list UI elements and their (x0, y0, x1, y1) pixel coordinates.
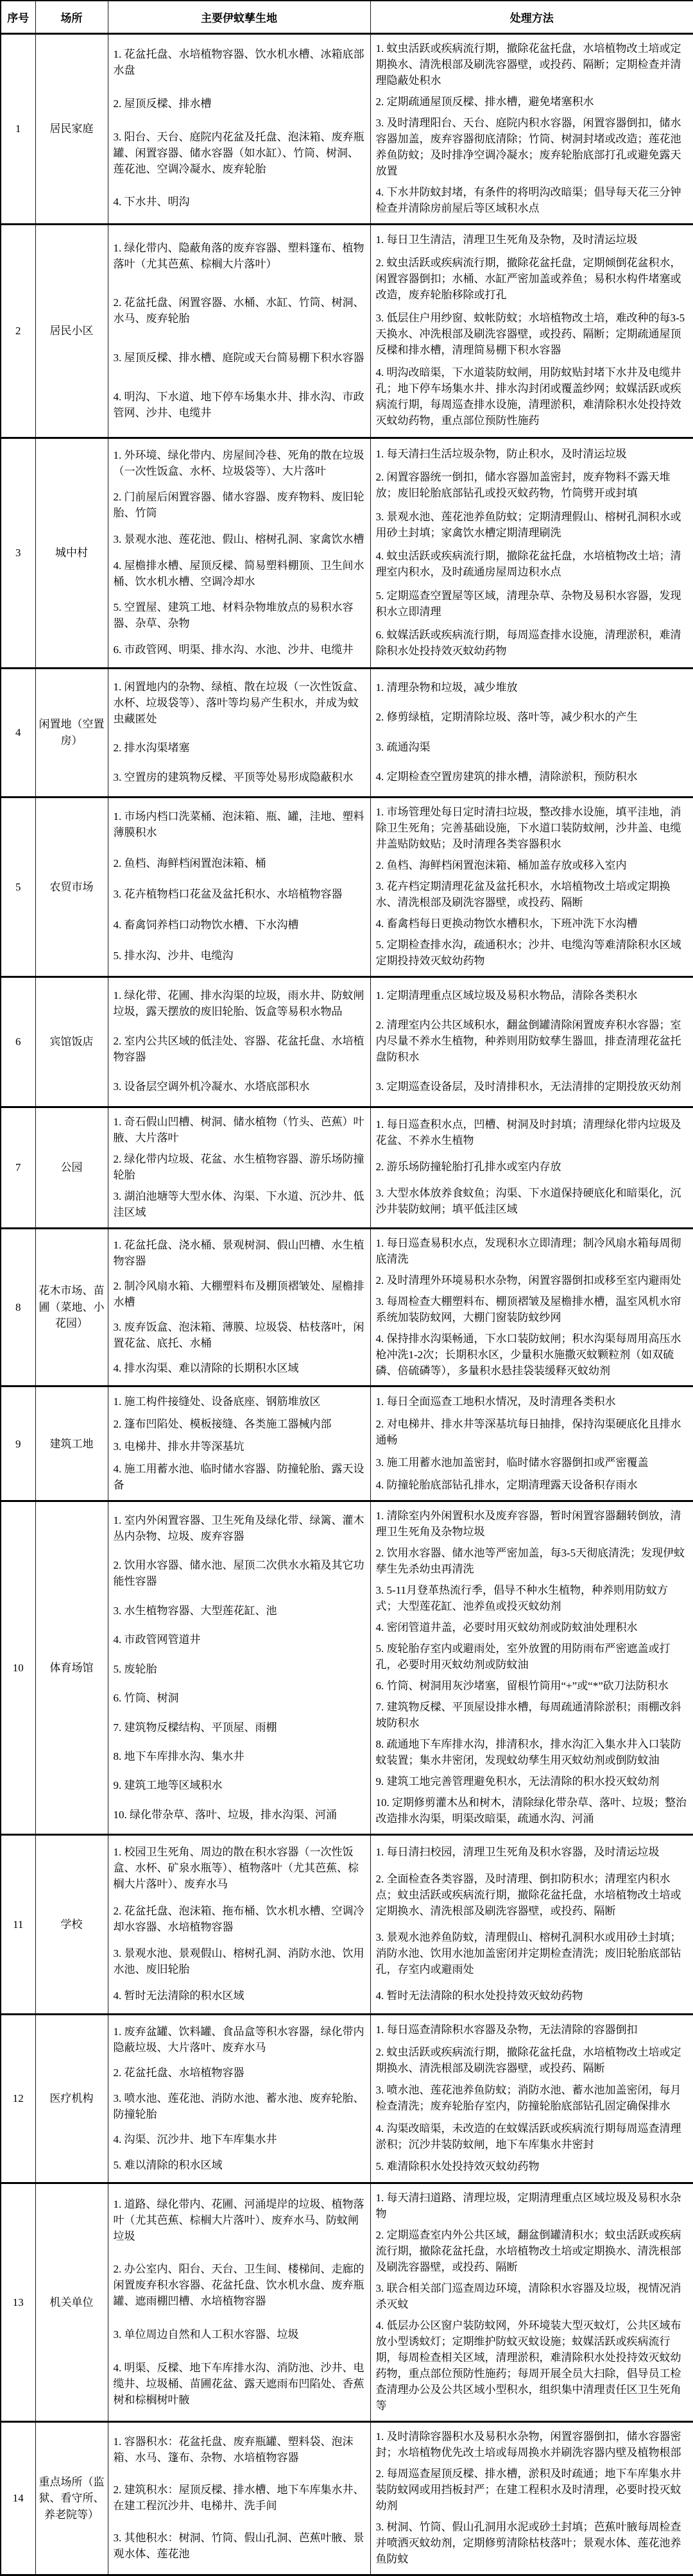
treatment-methods-cell (370, 977, 693, 1107)
table-row (1, 2422, 693, 2575)
breeding-site-item: 3. 景观水池、莲花池、假山、榕树孔洞、家禽饮水槽 (114, 532, 365, 548)
row-number: 4 (1, 668, 35, 797)
breeding-sites-cell (108, 1501, 370, 1835)
treatment-methods-cell (370, 438, 693, 668)
table-row (1, 1835, 693, 2015)
treatment-methods-cell (370, 2422, 693, 2575)
treatment-method-item: 1. 蚊虫活跃或疾病流行期，撤除花盆托盘，水培植物改土培或定期换水、清洗根部及刷洗容器壁，或投药、隔断；定期检查并清理隐蔽处积水 (376, 41, 689, 89)
row-number: 3 (1, 438, 35, 668)
place-cell: 闲置地（空置房） (35, 668, 108, 797)
table-row (1, 977, 693, 1107)
breeding-site-item: 2. 篷布凹陷处、模板接缝、各类施工器械内部 (114, 1417, 365, 1433)
breeding-site-item: 1. 闲置地内的杂物、绿植、散在垃圾（一次性饭盒、水杯、垃圾袋等）、落叶等均易产生积水，并成为蚊虫藏匿处 (114, 679, 365, 728)
breeding-sites-cell-content (108, 2015, 370, 2182)
place-cell: 体育场馆 (35, 1501, 108, 1835)
treatment-method-item: 3. 景观水池、莲花池养鱼防蚊；定期清理假山、榕树孔洞积水或用砂土封填；家禽饮水槽定期清理刷洗 (376, 509, 689, 542)
treatment-method-item: 2. 饮用水容器、储水池等严密加盖，每3-5天彻底清洗；发现伊蚊孳生先杀幼虫再清洗 (376, 1546, 689, 1578)
breeding-site-item: 1. 绿化带内、隐蔽角落的废弃容器、塑料篷布、植物落叶（尤其芭蕉、棕榈大片落叶） (114, 241, 365, 273)
breeding-sites-cell-content (108, 1502, 370, 1834)
treatment-method-item: 1. 定期清理重点区域垃圾及易积水物品，清除各类积水 (376, 988, 689, 1004)
treatment-methods-cell (370, 2183, 693, 2422)
breeding-site-item: 1. 花盆托盘、水培植物容器、饮水机水槽、冰箱底部水盘 (114, 47, 365, 79)
breeding-sites-cell-content (108, 225, 370, 437)
breeding-sites-cell-content (108, 2423, 370, 2574)
breeding-site-item: 1. 绿化带、花圃、排水沟渠的垃圾，雨水井、防蚊闸垃圾，露天摆放的废旧轮胎、饭盒等易积水物品 (114, 988, 365, 1020)
table-header (1, 1, 693, 34)
breeding-site-item: 4. 市政管网管道井 (114, 1632, 365, 1648)
breeding-site-item: 2. 鱼档、海鲜档闲置泡沫箱、桶 (114, 856, 365, 872)
breeding-site-item: 1. 容器积水：花盆托盘、废弃瓶罐、塑料袋、泡沫箱、水马、篷布、杂物、水培植物容器 (114, 2434, 365, 2466)
treatment-methods-cell (370, 34, 693, 225)
treatment-method-item: 6. 蚊媒活跃或疾病流行期，每周巡查排水设施，清理淤积，难清除积水处投持效灭蚊幼药物 (376, 627, 689, 660)
treatment-method-item: 3. 及时清理阳台、天台、庭院内积水容器，闲置容器倒扣，储水容器加盖，废弃容器彻底清除；竹筒、树洞封堵或改造；莲花池养鱼防蚊；及时排净空调冷凝水；废弃轮胎底部打孔或避免露天放置 (376, 115, 689, 180)
breeding-site-item: 1. 市场内档口洗菜桶、泡沫箱、瓶、罐，洼地、塑料薄膜积水 (114, 809, 365, 841)
treatment-methods-cell-content (371, 1229, 693, 1386)
treatment-method-item: 9. 建筑工地完善管理避免积水，无法清除的积水投灭蚊幼剂 (376, 1774, 689, 1790)
header-row (1, 1, 693, 34)
place-cell: 学校 (35, 1835, 108, 2015)
treatment-method-item: 2. 及时清理外环境易积水杂物，闲置容器倒扣或移至室内避雨处 (376, 1273, 689, 1289)
header-place: 场所 (35, 1, 108, 34)
treatment-method-item: 2. 闲置容器统一倒扣，储水容器加盖密封，废弃物料不露天堆放；废旧轮胎底部钻孔或投灭蚊药物，竹筒劈开或封填 (376, 470, 689, 502)
treatment-method-item: 1. 及时清除容器积水及易积水杂物，闲置容器倒扣，储水容器密封；水培植物优先改土培或每周换水并刷洗容器内壁及植物根部 (376, 2429, 689, 2461)
treatment-method-item: 3. 施工用蓄水池加盖密封，临时储水容器倒扣或严密覆盖 (376, 1455, 689, 1471)
treatment-method-item: 3. 5-11月登革热流行季，倡导不种水生植物，种养则用防蚊方式；大型莲花缸、池养鱼或投灭蚊幼剂 (376, 1583, 689, 1615)
table-body (1, 34, 693, 2575)
treatment-method-item: 3. 低层住户用纱窗、蚊帐防蚊；水培植物改土培，难改种的每3-5天换水、冲洗根部及刷洗容器壁，或投药、隔断；定期疏通屋顶反樑和排水槽，清理简易棚下积水容器 (376, 311, 689, 359)
treatment-method-item: 4. 沟渠改暗渠，未改造的在蚊媒活跃或疾病流行期每周巡查清理淤积；沉沙井装防蚊闸，地下车库集水井密封 (376, 2121, 689, 2153)
breeding-site-item: 7. 建筑物反樑结构、平顶屋、雨棚 (114, 1720, 365, 1736)
treatment-method-item: 3. 疏通沟渠 (376, 740, 689, 756)
breeding-site-item: 3. 景观水池、景观假山、榕树孔洞、消防水池、饮用水池、废旧轮胎 (114, 1946, 365, 1978)
treatment-method-item: 3. 景观水池养鱼防蚊，清理假山、榕树孔洞积水或用砂土封填；消防水池、饮用水池加盖密闭并定期检查清洗；废旧轮胎底部钻孔，存室内或避雨处 (376, 1930, 689, 1978)
treatment-method-item: 2. 定期巡查室内外公共区域，翻盆倒罐清积水；蚊虫活跃或疾病流行期，撤除花盆托盘，水培植物改土培或定期换水、清洗根部及刷洗容器壁，或投药、隔断 (376, 2228, 689, 2276)
row-number: 5 (1, 797, 35, 977)
treatment-method-item: 3. 花卉档定期清理花盆及盆托积水，水培植物改土培或定期换水、清洗根部及刷洗容器壁，或投药、隔断 (376, 879, 689, 911)
header-no: 序号 (1, 1, 35, 34)
treatment-method-item: 4. 下水井防蚊封堵，有条件的将明沟改暗渠；倡导每天花三分钟检查并清除房前屋后等区域积水点 (376, 185, 689, 217)
row-number: 13 (1, 2183, 35, 2422)
breeding-sites-cell-content (108, 1836, 370, 2013)
table-row (1, 1501, 693, 1835)
row-number: 1 (1, 34, 35, 225)
treatment-method-item: 2. 全面检查各类容器，及时清理、倒扣防积水；清理室内积水点；蚊虫活跃或疾病流行期，撤除花盆托盘，水培植物改土培或定期换水、清洗根部及刷洗容器壁，或投药、隔断 (376, 1872, 689, 1920)
breeding-sites-cell (108, 1228, 370, 1386)
breeding-site-item: 2. 花盆托盘、水培植物容器 (114, 2065, 365, 2081)
breeding-site-item: 3. 阳台、天台、庭院内花盆及托盘、泡沫箱、废弃瓶罐、闲置容器、储水容器（如水缸）、竹筒、树洞、莲花池、空调冷凝水、废弃轮胎 (114, 130, 365, 178)
treatment-method-item: 4. 低层办公区窗户装防蚊网，外环境装大型灭蚊灯，公共区域布放小型诱蚊灯；定期维护防蚊灭蚊设施；蚊媒活跃或疾病流行期，每周检查相关区域，清理淤积，难清除积水处投持效灭蚊幼药物，重点部位预防性施药；每周开展全员大扫除，倡导员工检查清理办公及公共区域小型积水，组织集中清理责任区卫生死角等 (376, 2318, 689, 2414)
breeding-sites-cell (108, 1835, 370, 2015)
breeding-sites-cell (108, 2183, 370, 2422)
treatment-method-item: 1. 每天清扫道路、清理垃圾，定期清理重点区域垃圾及易积水杂物 (376, 2190, 689, 2222)
breeding-sites-cell (108, 977, 370, 1107)
breeding-site-item: 3. 电梯井、排水井等深基坑 (114, 1439, 365, 1455)
treatment-method-item: 2. 游乐场防撞轮胎打孔排水或室内存放 (376, 1159, 689, 1175)
row-number: 9 (1, 1386, 35, 1501)
treatment-method-item: 1. 每日清扫校园，清理卫生死角及积水容器，及时清运垃圾 (376, 1845, 689, 1861)
treatment-method-item: 1. 每天清扫生活垃圾杂物，防止积水，及时清运垃圾 (376, 447, 689, 463)
treatment-method-item: 4. 密闭管道井盖，必要时用灭蚊幼剂或防蚊油处理积水 (376, 1620, 689, 1636)
breeding-sites-cell (108, 1107, 370, 1228)
place-cell: 机关单位 (35, 2183, 108, 2422)
treatment-method-item: 8. 疏通地下车库排水沟，排清积水，排水沟汇入集水井入口装防蚊装置；集水井密闭，发现蚊幼孳生用灭蚊幼剂或倒防蚊油 (376, 1737, 689, 1769)
breeding-site-item: 2. 室内公共区域的低洼处、容器、花盆托盘、水培植物容器 (114, 1034, 365, 1066)
breeding-sites-cell (108, 1386, 370, 1501)
treatment-methods-cell (370, 1107, 693, 1228)
treatment-method-item: 2. 清理室内公共区域积水，翻盆倒罐清除闲置废弃积水容器；室内尽量不养水生植物，种养则用防蚊孳生器皿，排查清理花盆托盘防积水 (376, 1018, 689, 1066)
row-number: 8 (1, 1228, 35, 1386)
breeding-site-item: 5. 排水沟、沙井、电缆沟 (114, 948, 365, 964)
breeding-site-item: 1. 室内外闲置容器、卫生死角及绿化带、绿篱、灌木丛内杂物、垃圾、废弃容器 (114, 1513, 365, 1545)
treatment-method-item: 2. 修剪绿植，定期清除垃圾、落叶等，减少积水的产生 (376, 710, 689, 726)
table-row (1, 1228, 693, 1386)
row-number: 12 (1, 2015, 35, 2183)
breeding-site-item: 3. 湖泊池塘等大型水体、沟渠、下水道、沉沙井、低洼区域 (114, 1189, 365, 1221)
breeding-site-item: 4. 明渠、反樑、地下车库排水沟、消防池、沙井、电缆井、垃圾桶、苗圃花盆、露天遮雨布凹陷处、香蕉树和棕榈树叶腋 (114, 2360, 365, 2409)
treatment-method-item: 1. 每日巡查清除积水容器及杂物，无法清除的容器倒扣 (376, 2022, 689, 2038)
treatment-method-item: 1. 每日巡查积水点，凹槽、树洞及时封填；清理绿化带内垃圾及花盆、不养水生植物 (376, 1117, 689, 1149)
breeding-site-item: 3. 空置房的建筑物反樑、平顶等处易形成隐蔽积水 (114, 770, 365, 786)
breeding-sites-cell-content (108, 2184, 370, 2421)
breeding-site-item: 3. 喷水池、莲花池、消防水池、蓄水池、废弃轮胎、防撞轮胎 (114, 2091, 365, 2123)
treatment-methods-cell (370, 668, 693, 797)
treatment-methods-cell (370, 1228, 693, 1386)
treatment-methods-cell-content (371, 439, 693, 667)
breeding-site-item: 8. 地下车库排水沟、集水井 (114, 1749, 365, 1765)
breeding-sites-cell (108, 797, 370, 977)
breeding-site-item: 4. 下水井、明沟 (114, 194, 365, 210)
breeding-sites-cell-content (108, 1229, 370, 1386)
breeding-site-item: 2. 花盆托盘、泡沫箱、拖布桶、饮水机水槽、空调冷却水容器、水培植物容器 (114, 1904, 365, 1936)
treatment-methods-cell-content (371, 1108, 693, 1227)
treatment-methods-cell (370, 1835, 693, 2015)
breeding-site-item: 2. 屋顶反樑、排水槽 (114, 96, 365, 112)
header-breeding-sites: 主要伊蚊孳生地 (108, 1, 370, 34)
row-number: 6 (1, 977, 35, 1107)
row-number: 7 (1, 1107, 35, 1228)
breeding-site-item: 6. 竹筒、树洞 (114, 1691, 365, 1707)
place-cell: 宾馆饭店 (35, 977, 108, 1107)
breeding-sites-cell-content (108, 1387, 370, 1500)
breeding-sites-cell-content (108, 439, 370, 667)
breeding-site-item: 1. 施工构件接缝处、设备底座、钢筋堆放区 (114, 1394, 365, 1410)
treatment-method-item: 5. 难清除积水处投持效灭蚊幼药物 (376, 2159, 689, 2175)
treatment-method-item: 3. 每周检查大棚塑料布、棚顶褶皱及屋檐排水槽，温室风机水帘系统加装防蚊网，大棚门窗装防蚊纱网 (376, 1294, 689, 1326)
treatment-method-item: 1. 每日卫生清洁，清理卫生死角及杂物，及时清运垃圾 (376, 232, 689, 248)
row-number: 2 (1, 224, 35, 438)
place-cell: 公园 (35, 1107, 108, 1228)
treatment-methods-cell (370, 1386, 693, 1501)
breeding-site-item: 3. 屋顶反樑、排水槽、庭院或天台简易棚下积水容器 (114, 350, 365, 366)
place-cell: 农贸市场 (35, 797, 108, 977)
treatment-methods-cell-content (371, 35, 693, 223)
table-row (1, 34, 693, 225)
treatment-method-item: 4. 畜禽档每日更换动物饮水槽积水，下班冲洗下水沟槽 (376, 916, 689, 932)
treatment-method-item: 2. 蚊虫活跃或疾病流行期，撤除花盆托盘，水培植物改土培或定期换水、清洗根部及刷洗容器壁，或投药、隔断 (376, 2045, 689, 2077)
place-cell: 居民小区 (35, 224, 108, 438)
treatment-methods-cell-content (371, 2423, 693, 2574)
table-row (1, 2015, 693, 2183)
row-number: 11 (1, 1835, 35, 2015)
breeding-site-item: 10. 绿化带杂草、落叶、垃圾，排水沟渠、河涌 (114, 1807, 365, 1823)
treatment-method-item: 3. 喷水池、莲花池养鱼防蚊；消防水池、蓄水池加盖密闭，每月检查清洗；废弃轮胎存室内，防撞轮胎底部钻孔固定确保排水 (376, 2083, 689, 2115)
treatment-methods-cell-content (371, 798, 693, 976)
treatment-method-item: 5. 定期检查排水沟，疏通积水；沙井、电缆沟等难清除积水区域定期投持效灭蚊幼药物 (376, 937, 689, 969)
place-cell: 花木市场、苗圃（菜地、小花园） (35, 1228, 108, 1386)
table-row (1, 2183, 693, 2422)
treatment-methods-cell-content (371, 1836, 693, 2013)
breeding-site-item: 5. 空置屋、建筑工地、材料杂物堆放点的易积水容器、杂草、杂物 (114, 600, 365, 632)
breeding-sites-cell-content (108, 35, 370, 223)
treatment-method-item: 1. 清除室内外闲置积水及废弃容器，暂时闲置容器翻转倒放，清理卫生死角及杂物垃圾 (376, 1508, 689, 1540)
breeding-site-item: 1. 花盆托盘、浇水桶、景观树洞、假山凹槽、水生植物容器 (114, 1238, 365, 1270)
treatment-method-item: 2. 蚊虫活跃或疾病流行期，撤除花盆托盘，定期倾倒花盆积水，闲置容器倒扣；水桶、水缸严密加盖或养鱼；易积水构件堵塞或改造，废弃轮胎移除或打孔 (376, 255, 689, 303)
breeding-sites-cell (108, 2015, 370, 2183)
breeding-site-item: 2. 办公室内、阳台、天台、卫生间、楼梯间、走廊的闲置废弃积水容器、花盆托盘、饮水机水盘、废弃瓶罐、遮雨棚凹槽、水培植物容器 (114, 2262, 365, 2310)
treatment-methods-cell-content (371, 669, 693, 796)
breeding-site-item: 1. 外环境、绿化带内、房屋间冷巷、死角的散在垃圾（一次性饭盒、水杯、垃圾袋等）、大片落叶 (114, 448, 365, 480)
treatment-method-item: 4. 暂时无法清除的积水处投持效灭蚊幼药物 (376, 1988, 689, 2004)
breeding-sites-cell-content (108, 978, 370, 1106)
treatment-method-item: 5. 废轮胎存室内或避雨处，室外放置的用防雨布严密遮盖或打孔，必要时用灭蚊幼剂或防蚊油 (376, 1641, 689, 1673)
treatment-method-item: 2. 每周巡查屋顶反樑、排水槽，淤积及时疏通；地下车库集水井装防蚊网或用挡板封严；在建工程积水及时清理，必要时投灭蚊幼剂 (376, 2466, 689, 2514)
breeding-site-item: 9. 建筑工地等区域积水 (114, 1778, 365, 1794)
breeding-site-item: 6. 市政管网、明渠、排水沟、水池、沙井、电缆井 (114, 642, 365, 658)
treatment-method-item: 1. 每日全面巡查工地积水情况，及时清理各类积水 (376, 1394, 689, 1410)
treatment-method-item: 3. 定期巡查设备层，及时清排积水，无法清排的定期投放灭幼剂 (376, 1079, 689, 1095)
breeding-sites-cell (108, 668, 370, 797)
breeding-site-item: 2. 排水沟渠堵塞 (114, 740, 365, 756)
table-row (1, 438, 693, 668)
breeding-sites-cell (108, 2422, 370, 2575)
breeding-sites-cell (108, 224, 370, 438)
place-cell: 居民家庭 (35, 34, 108, 225)
breeding-site-item: 3. 废弃饭盒、泡沫箱、薄膜、垃圾袋、枯枝落叶，闲置花盆、底托、水桶 (114, 1320, 365, 1352)
place-cell: 建筑工地 (35, 1386, 108, 1501)
row-number: 10 (1, 1501, 35, 1835)
breeding-site-item: 3. 花卉植物档口花盆及盆托积水、水培植物容器 (114, 887, 365, 903)
breeding-site-item: 4. 屋檐排水槽、屋顶反樑、简易塑料棚顶、卫生间水桶、饮水机水槽、空调冷却水 (114, 558, 365, 590)
row-number: 14 (1, 2422, 35, 2575)
breeding-site-item: 2. 饮用水容器、储水池、屋顶二次供水水箱及其它功能性容器 (114, 1558, 365, 1590)
breeding-site-item: 4. 明沟、下水道、地下停车场集水井、排水沟、市政管网、沙井、电缆井 (114, 389, 365, 422)
place-cell: 城中村 (35, 438, 108, 668)
treatment-methods-cell-content (371, 1387, 693, 1500)
breeding-sites-cell-content (108, 1108, 370, 1227)
treatment-methods-cell-content (371, 2184, 693, 2421)
breeding-site-item: 5. 难以清除的积水区域 (114, 2158, 365, 2174)
treatment-methods-cell-content (371, 1502, 693, 1834)
breeding-site-item: 1. 奇石假山凹槽、树洞、储水植物（竹头、芭蕉）叶腋、大片落叶 (114, 1114, 365, 1147)
treatment-methods-cell-content (371, 2015, 693, 2182)
breeding-sites-cell (108, 34, 370, 225)
breeding-sites-cell-content (108, 669, 370, 796)
treatment-methods-cell-content (371, 225, 693, 437)
treatment-method-item: 4. 防撞轮胎底部钻孔排水，定期清理露天设备积存雨水 (376, 1478, 689, 1494)
treatment-method-item: 2. 对电梯井、排水井等深基坑每日抽排，保持沟渠硬底化且排水通畅 (376, 1417, 689, 1449)
breeding-site-item: 3. 其他积水：树洞、竹筒、假山孔洞、芭蕉叶腋、景观水体、莲花池 (114, 2530, 365, 2563)
breeding-site-item: 4. 畜禽饲养档口动物饮水槽、下水沟槽 (114, 917, 365, 934)
breeding-site-item: 2. 花盆托盘、闲置容器、水桶、水缸、竹筒、树洞、水马、废弃轮胎 (114, 295, 365, 327)
treatment-method-item: 10. 定期修剪灌木丛和树木，清除绿化带杂草、落叶、垃圾；整治改造排水沟渠，明渠改暗渠，疏通水沟、河涌 (376, 1795, 689, 1827)
breeding-site-item: 1. 道路、绿化带内、花圃、河涌堤岸的垃圾、植物落叶（尤其芭蕉、棕榈大片落叶）、废弃水马、防蚊闸垃圾 (114, 2197, 365, 2245)
treatment-methods-cell (370, 1501, 693, 1835)
table-row (1, 224, 693, 438)
breeding-sites-cell-content (108, 798, 370, 976)
treatment-method-item: 3. 联合相关部门巡查周边环境，清除积水容器及垃圾，视情况消杀灭蚊 (376, 2281, 689, 2313)
breeding-site-item: 3. 水生植物容器、大型莲花缸、池 (114, 1603, 365, 1619)
treatment-method-item: 2. 鱼档、海鲜档闲置泡沫箱、桶加盖存放或移入室内 (376, 858, 689, 874)
table-row (1, 668, 693, 797)
place-cell: 医疗机构 (35, 2015, 108, 2183)
breeding-site-item: 3. 单位周边自然和人工积水容器、垃圾 (114, 2327, 365, 2343)
treatment-method-item: 7. 建筑物反樑、平顶屋设排水槽，每周疏通清除淤积；雨棚改斜坡防积水 (376, 1700, 689, 1732)
breeding-site-item: 2. 绿化带内垃圾、花盆、水生植物容器、游乐场防撞轮胎 (114, 1152, 365, 1184)
treatment-method-item: 3. 大型水体放养食蚊鱼；沟渠、下水道保持硬底化和暗渠化，沉沙井装防蚊闸；填平低洼区域 (376, 1186, 689, 1218)
breeding-site-item: 5. 废轮胎 (114, 1662, 365, 1678)
treatment-methods-cell (370, 797, 693, 977)
breeding-site-item: 4. 施工用蓄水池、临时储水容器、防撞轮胎、露天设备 (114, 1462, 365, 1494)
treatment-method-item: 4. 明沟改暗渠，下水道装防蚊闸，用防蚊贴封堵下水井及电缆井孔；地下停车场集水井、排水沟封闭或覆盖纱网；蚊媒活跃或疾病流行期，每周巡查排水设施，清理淤积，难清除积水处投持效灭蚊幼药物，重点部位预防性施药 (376, 365, 689, 429)
breeding-site-item: 4. 暂时无法清除的积水区域 (114, 1988, 365, 2004)
treatment-method-item: 1. 市场管理处每日定时清扫垃圾，整改排水设施，填平洼地，消除卫生死角；完善基础设施，下水道口装防蚊闸，沙井盖、电缆井盖贴防蚊贴；及时清理各类容器积水 (376, 805, 689, 853)
treatment-method-item: 1. 清理杂物和垃圾，减少堆放 (376, 680, 689, 696)
treatment-method-item: 2. 定期疏通屋顶反樑、排水槽，避免堵塞积水 (376, 94, 689, 110)
treatment-methods-cell-content (371, 978, 693, 1106)
table-row (1, 1386, 693, 1501)
treatment-method-item: 3. 树洞、竹筒、假山孔洞用水泥或砂土封填；芭蕉叶腋每周检查并喷洒灭蚊幼剂，定期修剪清除枯枝落叶；景观水体、莲花池养鱼防蚊 (376, 2520, 689, 2568)
header-treatment-methods: 处理方法 (370, 1, 693, 34)
treatment-methods-cell (370, 224, 693, 438)
breeding-site-item: 2. 制冷风扇水箱、大棚塑料布及棚顶褶皱处、屋檐排水槽 (114, 1279, 365, 1311)
treatment-method-item: 4. 定期检查空置房建筑的排水槽，清除淤积，预防积水 (376, 769, 689, 785)
treatment-method-item: 5. 定期巡查空置屋等区域，清理杂草、杂物及易积水容器，发现积水立即清理 (376, 588, 689, 620)
breeding-site-item: 4. 沟渠、沉沙井、地下车库集水井 (114, 2132, 365, 2148)
treatment-method-item: 4. 蚊虫活跃或疾病流行期，撤除花盆托盘，水培植物改土培；清理室内积水，及时疏通房屋周边积水点 (376, 549, 689, 581)
breeding-site-item: 1. 校园卫生死角、周边的散在积水容器（一次性饭盒、水杯、矿泉水瓶等）、植物落叶（尤其芭蕉、棕榈大片落叶）、废弃水马 (114, 1845, 365, 1893)
place-cell: 重点场所（监狱、看守所、养老院等） (35, 2422, 108, 2575)
treatment-method-item: 1. 每日巡查易积水点，发现积水立即清理；制冷风扇水箱每周彻底清洗 (376, 1236, 689, 1268)
breeding-site-item: 1. 废弃盆罐、饮料罐、食品盒等积水容器，绿化带内隐蔽垃圾、大片落叶、废弃水马 (114, 2024, 365, 2056)
breeding-sites-cell (108, 438, 370, 668)
treatment-method-item: 6. 竹筒、树洞用灰沙堵塞，留根竹筒用“+”或“*”砍刀法防积水 (376, 1678, 689, 1694)
table-row (1, 1107, 693, 1228)
breeding-site-item: 2. 门前屋后闲置容器、储水容器、废弃物料、废旧轮胎、竹筒 (114, 490, 365, 522)
breeding-site-item: 2. 建筑积水：屋顶反樑、排水槽、地下车库集水井、在建工程沉沙井、电梯井、洗手间 (114, 2482, 365, 2514)
table-row (1, 797, 693, 977)
breeding-site-item: 4. 排水沟渠、难以清除的长期积水区域 (114, 1361, 365, 1377)
treatment-method-item: 4. 保持排水沟渠畅通，下水口装防蚊闸；积水沟渠每周用高压水枪冲洗1-2次；长期积水区，少量积水施撒灭蚊颗粒剂（如双硫磷、倍硫磷等），多量积水悬挂袋装缓释灭蚊幼剂 (376, 1331, 689, 1379)
breeding-site-item: 3. 设备层空调外机冷凝水、水塔底部积水 (114, 1079, 365, 1095)
treatment-methods-cell (370, 2015, 693, 2183)
